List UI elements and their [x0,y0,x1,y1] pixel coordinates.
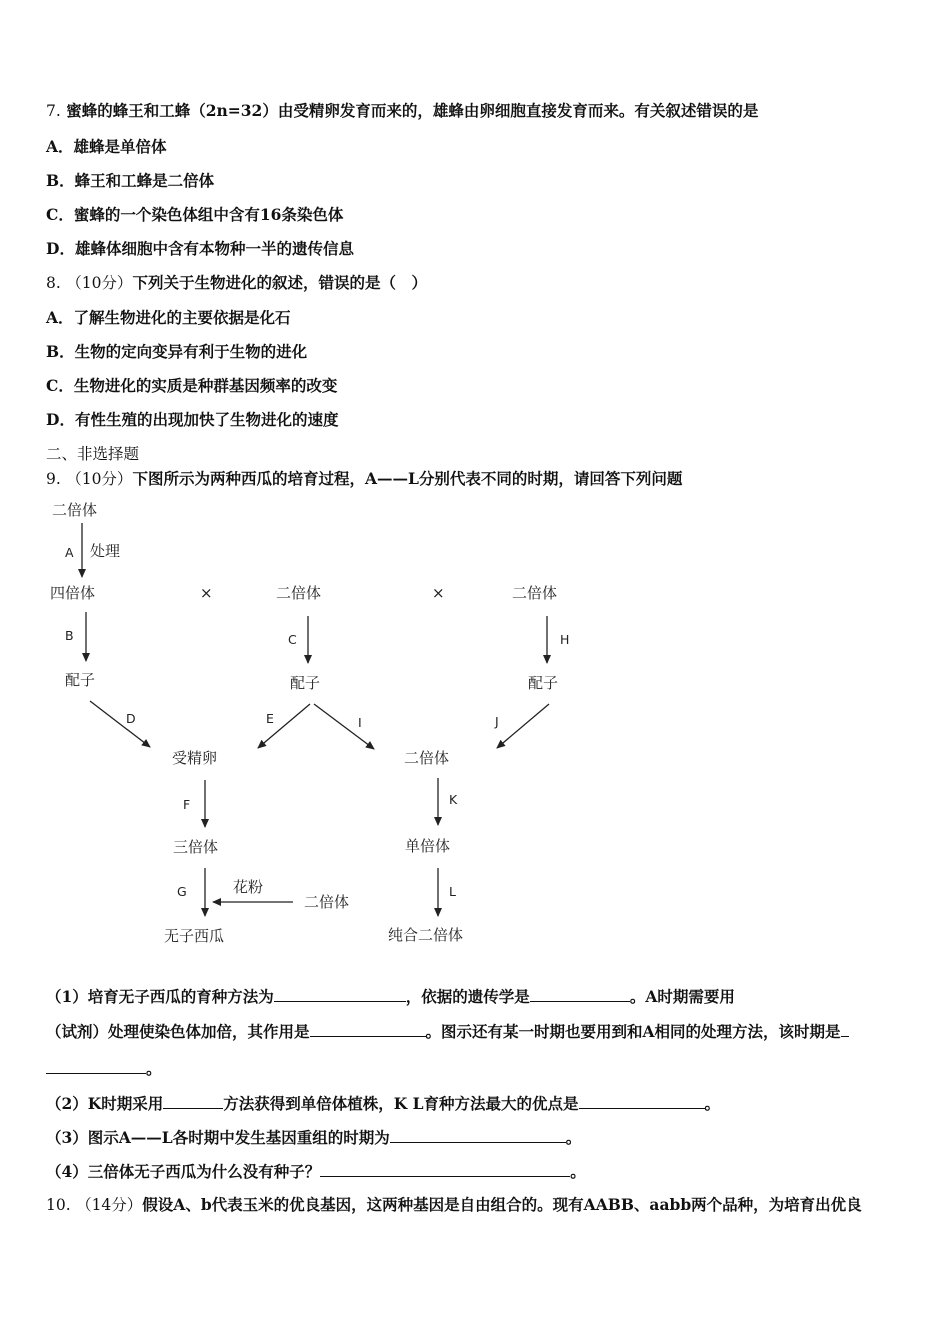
node-gamete-mid: 配子 [290,674,321,692]
q8-option-d: D．有性生殖的出现加快了生物进化的速度 [46,410,339,429]
q10-number: 10. [46,1196,71,1214]
label-c: C [288,632,297,647]
q9-sub1-text-d: （试剂）处理使染色体加倍，其作用是 [46,1022,310,1041]
answer-blank[interactable] [46,1058,146,1074]
q9-sub1-text-e: 。图示还有某一时期也要用到和A相同的处理方法，该时期是 [425,1022,841,1041]
q8-number: 8. [46,274,61,292]
q8-text: 下列关于生物进化的叙述，错误的是（ ） [132,273,427,292]
q7-number: 7. [46,102,61,120]
arrow-d [90,701,150,747]
q7-option-c: C．蜜蜂的一个染色体组中含有16条染色体 [46,205,344,224]
label-k: K [449,792,458,807]
q10-stem [46,1195,862,1215]
q9-number: 9. [46,470,61,488]
node-diploid-result: 二倍体 [404,749,450,767]
section-title: 二、非选择题 [46,445,140,463]
q9-sub1-text-f: 。 [146,1059,162,1078]
q9-stem [46,469,682,489]
q9-sub1-line3 [46,1058,162,1079]
label-g: G [177,884,187,899]
answer-blank[interactable] [841,1021,849,1037]
q9-sub1-text-c: 。A时期需要用 [629,987,735,1006]
q9-sub2 [46,1093,720,1114]
node-zygote: 受精卵 [172,749,218,767]
q7-option-d: D．雄蜂体细胞中含有本物种一半的遗传信息 [46,239,354,258]
node-haploid: 单倍体 [405,837,451,855]
label-j: J [495,714,499,729]
q8-option-a: A．了解生物进化的主要依据是化石 [46,308,291,327]
node-pollen-source: 二倍体 [304,893,350,911]
node-pollen: 花粉 [233,878,264,896]
q9-sub1-text-a: （1）培育无子西瓜的育种方法为 [46,987,274,1006]
label-f: F [183,797,191,812]
answer-blank[interactable] [163,1093,223,1109]
watermelon-breeding-diagram [40,495,640,965]
answer-blank[interactable] [579,1093,705,1109]
node-seedless: 无子西瓜 [164,927,225,945]
node-gamete-right: 配子 [528,674,559,692]
q10-text: 假设A、b代表玉米的优良基因，这两种基因是自由组合的。现有AABB、aabb两个品种，为培育出优良 [142,1195,862,1214]
node-cross-1: × [200,584,213,602]
q9-sub3 [46,1127,581,1148]
answer-blank[interactable] [274,986,406,1002]
answer-blank[interactable] [310,1021,426,1037]
node-pure-diploid: 纯合二倍体 [388,926,464,944]
answer-blank[interactable] [530,986,630,1002]
q8-option-b: B．生物的定向变异有利于生物的进化 [46,342,308,361]
q9-sub4-text-a: （4）三倍体无子西瓜为什么没有种子？ [46,1162,321,1181]
q9-sub3-text-b: 。 [565,1128,582,1147]
answer-blank[interactable] [320,1161,570,1177]
label-b: B [65,628,74,643]
q9-text: 下图所示为两种西瓜的培育过程，A——L分别代表不同的时期，请回答下列问题 [132,469,683,488]
node-diploid-right: 二倍体 [512,584,558,602]
q9-sub2-text-a: （2）K时期采用 [46,1094,164,1113]
q9-sub2-text-b: 方法获得到单倍体植株，K L育种方法最大的优点是 [223,1094,579,1113]
node-triploid: 三倍体 [173,838,219,856]
q7-text: 蜜蜂的蜂王和工蜂（2n=32）由受精卵发育而来的，雄蜂由卵细胞直接发育而来。有关叙述错误的是 [66,101,759,120]
q7-option-b: B．蜂王和工蜂是二倍体 [46,171,215,190]
node-gamete-left: 配子 [65,671,96,689]
label-a: A [65,545,74,560]
answer-blank[interactable] [390,1127,566,1143]
label-e: E [266,711,274,726]
q8-stem [46,273,427,293]
q9-sub1-text-b: ，依据的遗传学是 [405,987,530,1006]
node-cross-2: × [432,584,445,602]
q7-option-a: A．雄蜂是单倍体 [46,137,167,156]
q7-stem [46,101,758,121]
q9-sub2-text-c: 。 [704,1094,721,1113]
node-treat: 处理 [90,542,121,560]
label-d: D [126,711,136,726]
q8-option-c: C．生物进化的实质是种群基因频率的改变 [46,376,338,395]
q9-sub1-line1 [46,986,735,1007]
arrow-j [497,704,549,748]
node-diploid-mid: 二倍体 [276,584,322,602]
q9-sub4-text-b: 。 [570,1162,586,1181]
q9-score: （10分） [66,470,133,488]
arrow-i [314,704,374,749]
q10-score: （14分） [76,1196,143,1214]
q9-sub3-text-a: （3）图示A——L各时期中发生基因重组的时期为 [46,1128,390,1147]
label-h: H [560,632,570,647]
node-tetraploid: 四倍体 [50,584,96,602]
label-l: L [449,884,456,899]
q8-score: （10分） [66,274,133,292]
q9-sub4 [46,1161,586,1182]
label-i: I [358,715,362,730]
node-top-diploid: 二倍体 [52,501,98,519]
q9-sub1-line2 [46,1021,849,1042]
